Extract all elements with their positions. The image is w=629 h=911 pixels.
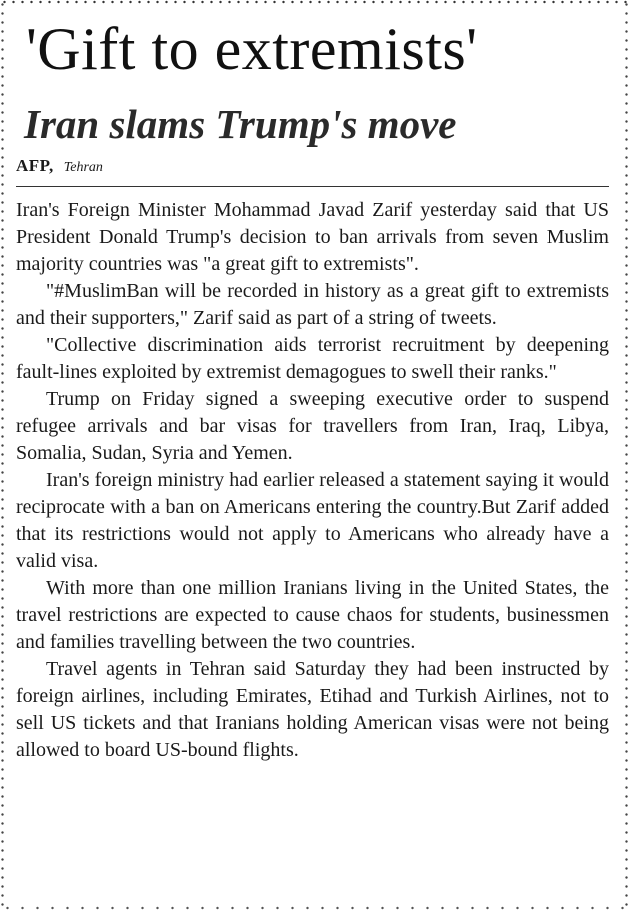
paragraph: Iran's Foreign Minister Mohammad Javad Zarif yesterday said that US President Donald Trump's decision to ban arrivals from seven Muslim majority countries was "a great gift to extremists". (16, 199, 609, 275)
paragraph: Trump on Friday signed a sweeping executive order to suspend refugee arrivals and bar visas for travellers from Iran, Iraq, Libya, Somalia, Sudan, Syria and Yemen. (16, 388, 609, 464)
subheadline: Iran slams Trump's move (24, 101, 457, 147)
byline-agency: AFP, (16, 156, 54, 175)
paragraph: With more than one million Iranians living in the United States, the travel restrictions are expected to cause chaos for students, businessmen and families travelling between the two countries. (16, 577, 609, 653)
clipping-edge-top (0, 0, 629, 4)
byline (16, 156, 609, 187)
paragraph: "#MuslimBan will be recorded in history as a great gift to extremists and their supporters," Zarif said as part of a string of tweets. (16, 280, 609, 329)
clipping-edge-left (0, 0, 5, 911)
news-article (16, 12, 609, 764)
article-body (16, 197, 609, 764)
paragraph: Iran's foreign ministry had earlier released a statement saying it would reciprocate with a ban on Americans entering the country.But Zarif added that its restrictions would not apply to Americans who already have a valid visa. (16, 469, 609, 572)
paragraph: Travel agents in Tehran said Saturday they had been instructed by foreign airlines, including Emirates, Etihad and Turkish Airlines, not to sell US tickets and that Iranians holding American visas were not being allowed to board US-bound flights. (16, 658, 609, 761)
paragraph: "Collective discrimination aids terrorist recruitment by deepening fault-lines exploited by extremist demagogues to swell their ranks." (16, 334, 609, 383)
headline: 'Gift to extremists' (26, 16, 478, 82)
clipping-edge-right (624, 0, 629, 911)
clipping-edge-bottom (0, 905, 629, 911)
byline-location: Tehran (63, 160, 103, 175)
